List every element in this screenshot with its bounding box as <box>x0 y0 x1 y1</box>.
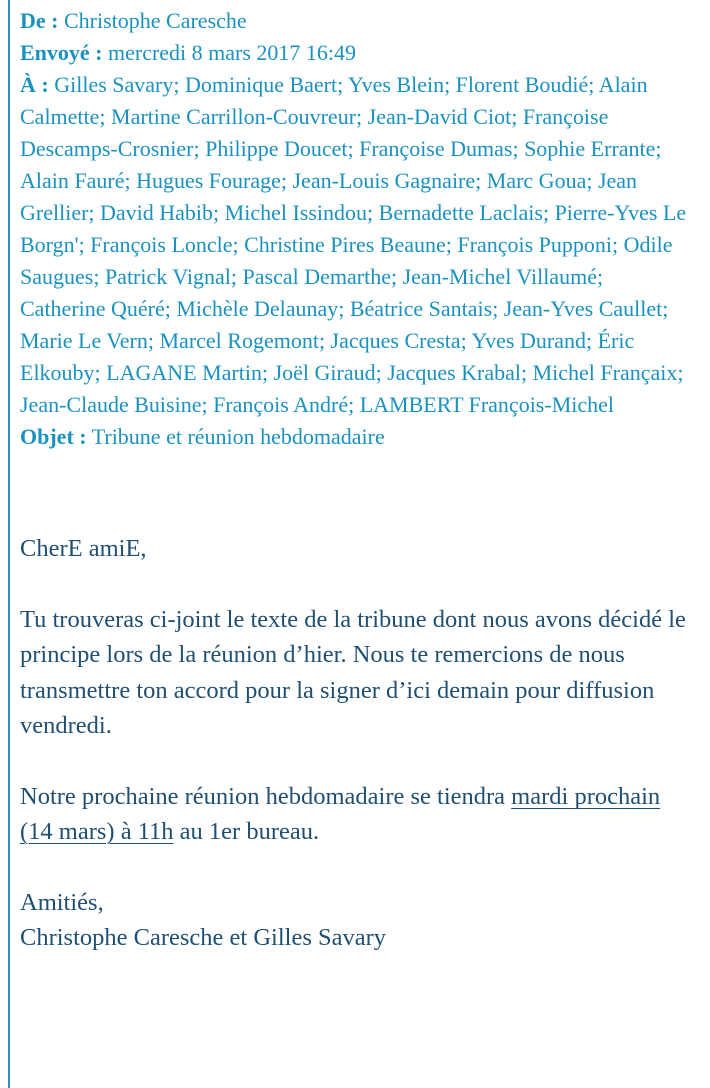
paragraph-meeting <box>20 779 690 850</box>
signature: Christophe Caresche et Gilles Savary <box>20 924 387 951</box>
greeting: CherE amiE, <box>20 535 147 562</box>
quote-bar <box>8 0 10 1088</box>
from-row <box>20 5 690 37</box>
sent-value: mercredi 8 mars 2017 16:49 <box>108 40 357 65</box>
time-link[interactable]: (14 mars) à 11h <box>20 818 174 845</box>
to-label: À : <box>20 72 49 97</box>
meeting-text-end: au 1er bureau. <box>179 818 320 845</box>
closing: Amitiés, <box>20 888 104 916</box>
meeting-text-start: Notre prochaine réunion hebdomadaire se tiendra <box>20 782 506 810</box>
sent-row <box>20 37 690 69</box>
subject-label: Objet : <box>20 424 87 449</box>
email-message <box>20 5 690 956</box>
paragraph-tribune: Tu trouveras ci-joint le texte de la tribune dont nous avons décidé le principe lors de la réunion d’hier. Nous te remercions de nous transmettre ton accord pour la signer d’ici demain pour diffusion vendredi. <box>20 605 686 739</box>
email-header <box>20 5 690 453</box>
to-row <box>20 69 690 421</box>
email-body <box>20 531 690 956</box>
date-link[interactable]: mardi prochain <box>511 782 661 810</box>
sent-label: Envoyé : <box>20 40 103 65</box>
from-value: Christophe Caresche <box>63 8 247 33</box>
from-label: De : <box>20 8 59 33</box>
subject-row <box>20 421 690 453</box>
to-value: Gilles Savary; Dominique Baert; Yves Blein; Florent Boudié; Alain Calmette; Martine Carrillon-Couvreur; Jean-David Ciot; Françoise Descamps-Crosnier; Philippe Doucet; Françoise Dumas; Sophie Errante; Alain Fauré; Hugues Fourage; Jean-Louis Gagnaire; Marc Goua; Jean Grellier; David Habib; Michel Issindou; Bernadette Laclais; Pierre-Yves Le Borgn'; François Loncle; Christine Pires Beaune; François Pupponi; Odile Saugues; Patrick Vignal; Pascal Demarthe; Jean-Michel Villaumé; Catherine Quéré; Michèle Delaunay; Béatrice Santais; Jean-Yves Caullet; Marie Le Vern; Marcel Rogemont; Jacques Cresta; Yves Durand; Éric Elkouby; LAGANE Martin; Joël Giraud; Jacques Krabal; Michel Françaix; Jean-Claude Buisine; François André; LAMBERT François-Michel <box>20 72 687 417</box>
subject-value: Tribune et réunion hebdomadaire <box>91 424 385 449</box>
